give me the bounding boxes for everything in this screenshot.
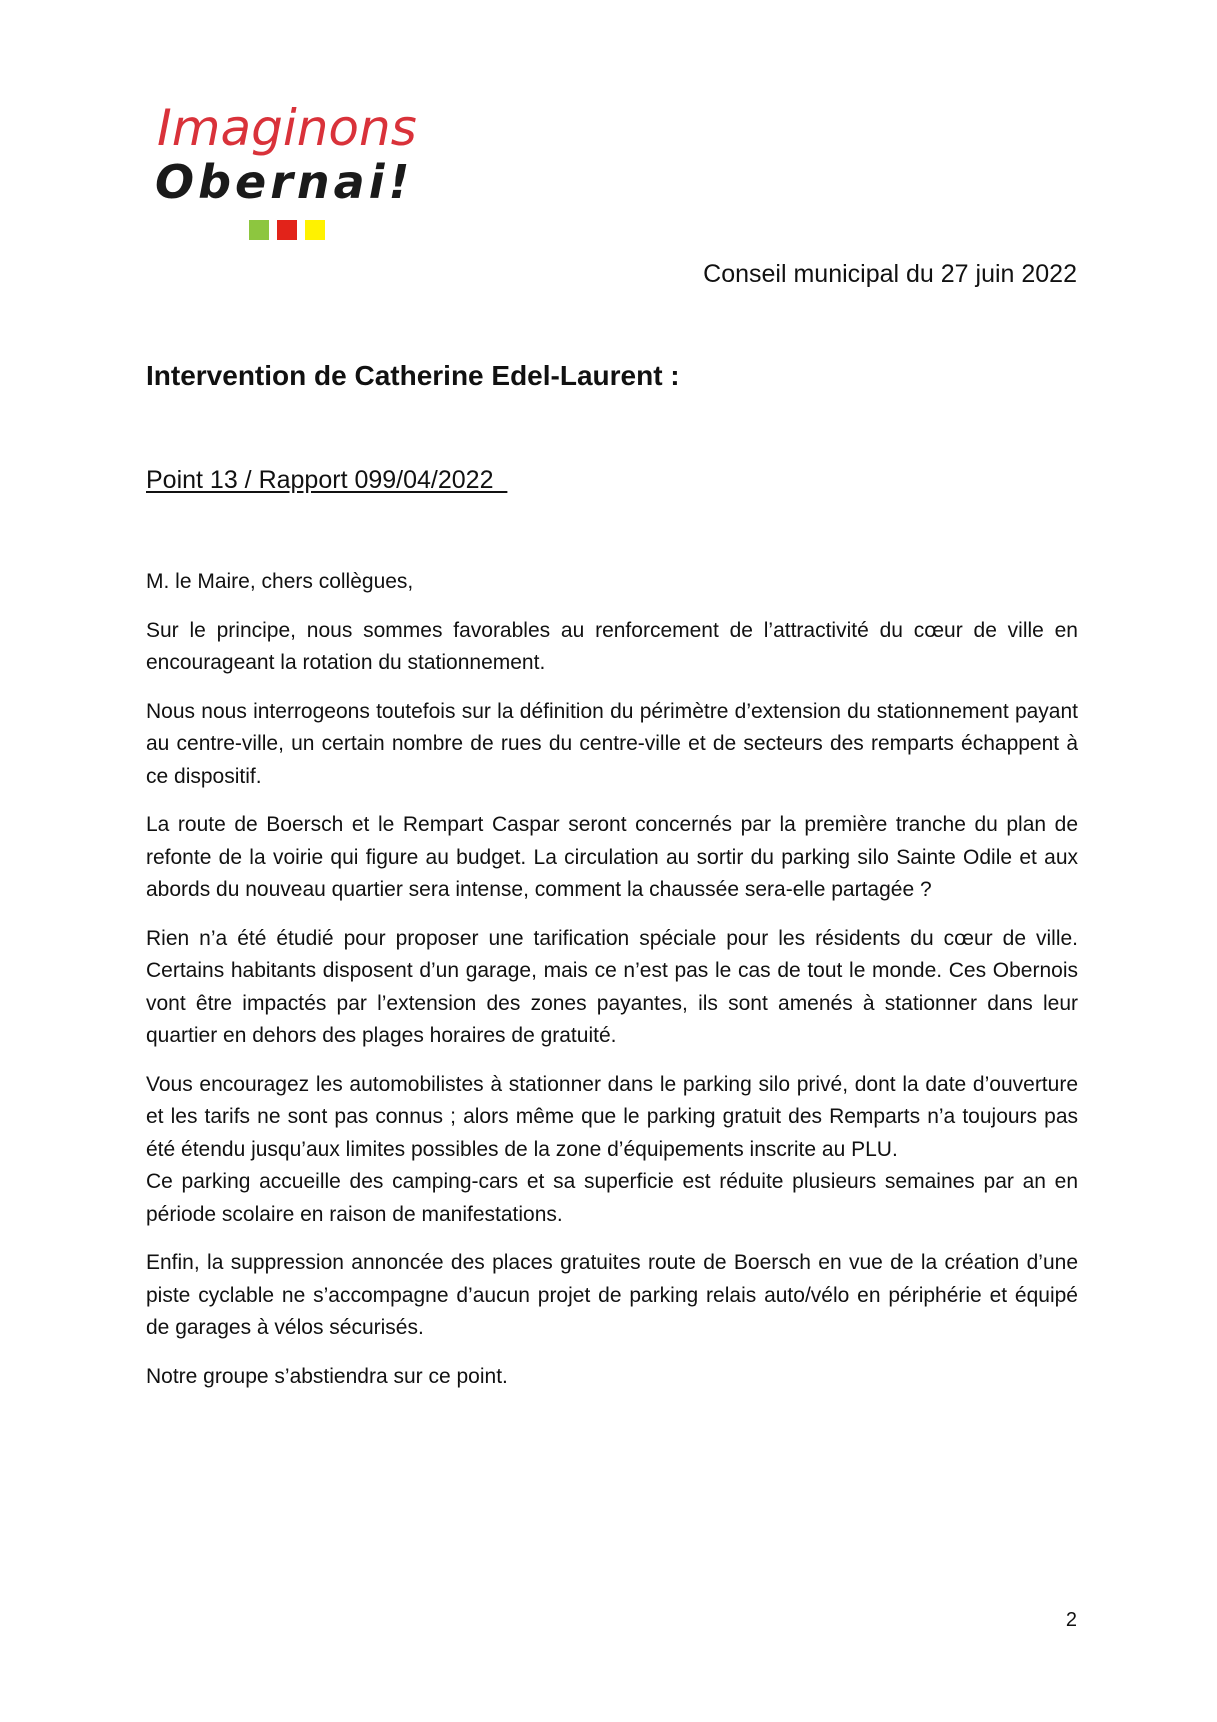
logo-square-yellow: [305, 220, 325, 240]
logo-color-squares: [249, 220, 325, 240]
logo-square-green: [249, 220, 269, 240]
meeting-date: Conseil municipal du 27 juin 2022: [703, 260, 1077, 288]
imaginons-obernai-logo: [155, 99, 445, 244]
paragraph-conclusion: Notre groupe s’abstiendra sur ce point.: [146, 1364, 508, 1388]
paragraph-salutation: M. le Maire, chers collègues,: [146, 570, 414, 593]
paragraph: Nous nous interrogeons toutefois sur la définition du périmètre d’extension du stationnement payant au centre-ville, un certain nombre de rues du centre-ville et de secteurs des remparts échappent à ce dispositif.: [146, 699, 1078, 788]
logo-square-red: [277, 220, 297, 240]
page-number: 2: [1065, 1609, 1077, 1631]
logo-text-obernai: Obernai!: [155, 155, 414, 209]
intervention-body: [146, 566, 1078, 1409]
paragraph: Rien n’a été étudié pour proposer une tarification spéciale pour les résidents du cœur de ville. Certains habitants disposent d’un garage, mais ce n’est pas le cas de tout le monde. Ces Obernois vont être impactés par l’extension des zones payantes, ils sont amenés à stationner dans leur quartier en dehors des plages horaires de gratuité.: [146, 926, 1078, 1047]
logo-text-imaginons: Imaginons: [157, 99, 417, 157]
paragraph: La route de Boersch et le Rempart Caspar seront concernés par la première tranche du plan de refonte de la voirie qui figure au budget. La circulation au sortir du parking silo Sainte Odile et aux abords du nouveau quartier sera intense, comment la chaussée sera-elle partagée ?: [146, 813, 1078, 901]
intervention-title: Intervention de Catherine Edel-Laurent :: [146, 360, 680, 391]
point-reference: Point 13 / Rapport 099/04/2022: [146, 466, 508, 494]
paragraph: Sur le principe, nous sommes favorables au renforcement de l’attractivité du cœur de ville en encourageant la rotation du stationnement.: [146, 618, 1078, 674]
paragraph: Enfin, la suppression annoncée des places gratuites route de Boersch en vue de la création d’une piste cyclable ne s’accompagne d’aucun projet de parking relais auto/vélo en périphérie et équipé de garages à vélos sécurisés.: [146, 1251, 1078, 1339]
paragraph: Vous encouragez les automobilistes à stationner dans le parking silo privé, dont la date d’ouverture et les tarifs ne sont pas connus ; alors même que le parking gratuit des Remparts n’a toujours pas été étendu jusqu’aux limites possibles de la zone d’équipements inscrite au PLU.: [146, 1072, 1078, 1161]
paragraph: Ce parking accueille des camping-cars et sa superficie est réduite plusieurs semaines par an en période scolaire en raison de manifestations.: [146, 1170, 1078, 1226]
